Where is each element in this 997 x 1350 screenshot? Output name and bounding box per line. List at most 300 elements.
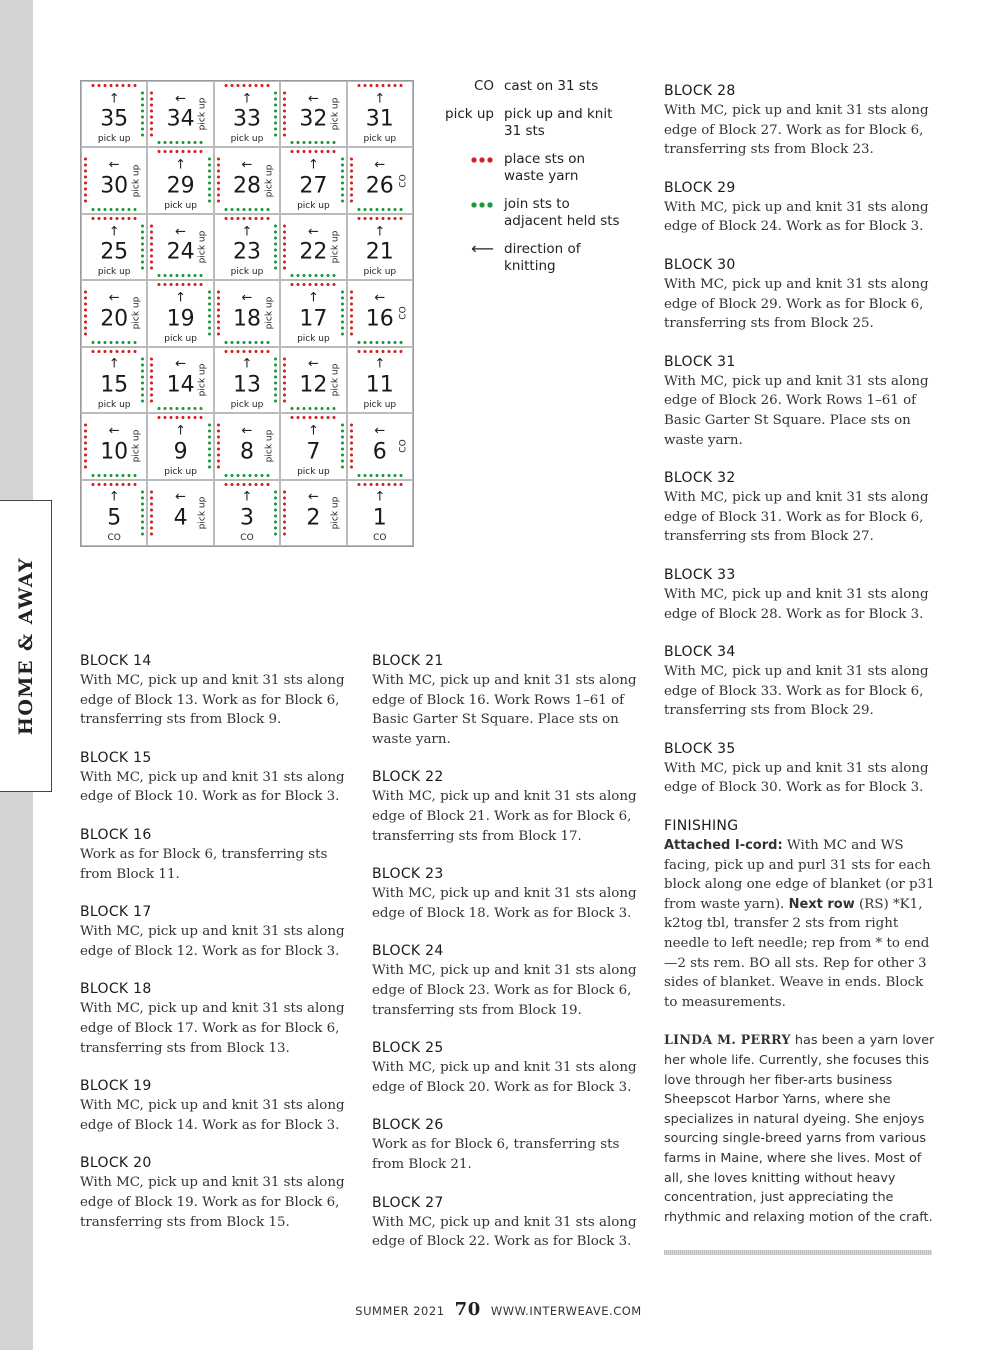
block-heading: BLOCK 20 bbox=[80, 1155, 152, 1172]
diagram-block bbox=[280, 147, 346, 213]
diagram-block bbox=[280, 347, 346, 413]
pick-up-label: pick up bbox=[330, 230, 341, 264]
instruction-block bbox=[372, 1193, 644, 1252]
instruction-block bbox=[372, 1115, 644, 1174]
pick-up-label: pick up bbox=[263, 430, 274, 463]
instruction-block bbox=[80, 902, 352, 961]
bio-divider bbox=[664, 1250, 932, 1255]
block-text: With MC, pick up and knit 31 sts along edge of Block 31. Work as for Block 6, transferring sts from Block 27. bbox=[664, 490, 929, 545]
block-text: Work as for Block 6, transferring sts from Block 21. bbox=[372, 1137, 620, 1172]
join-sts-marker bbox=[90, 341, 138, 344]
pick-up-label: pick up bbox=[363, 267, 397, 278]
diagram-block bbox=[214, 347, 280, 413]
left-arrow-icon: ← bbox=[307, 224, 319, 240]
join-sts-marker bbox=[341, 156, 344, 204]
up-arrow-icon: ↑ bbox=[108, 356, 120, 372]
diagram-block bbox=[214, 147, 280, 213]
diagram-block bbox=[81, 214, 147, 280]
diagram-block bbox=[147, 214, 213, 280]
instruction-block bbox=[372, 651, 644, 749]
join-sts-marker bbox=[141, 489, 144, 537]
pick-up-label: pick up bbox=[97, 267, 131, 278]
pick-up-label: pick up bbox=[131, 430, 142, 463]
diagram-block bbox=[81, 480, 147, 546]
pick-up-label: pick up bbox=[197, 496, 208, 530]
join-sts-marker bbox=[208, 289, 211, 337]
waste-yarn-marker bbox=[283, 223, 286, 271]
legend-text: cast on 31 sts bbox=[504, 78, 599, 94]
block-heading: BLOCK 17 bbox=[80, 904, 152, 921]
pick-up-label: pick up bbox=[197, 230, 208, 264]
diagram-block bbox=[214, 413, 280, 479]
diagram-block bbox=[347, 214, 413, 280]
pick-up-label: pick up bbox=[164, 466, 197, 477]
block-heading: BLOCK 16 bbox=[80, 826, 152, 843]
block-heading: BLOCK 27 bbox=[372, 1194, 444, 1211]
block-heading: BLOCK 28 bbox=[664, 83, 736, 99]
pick-up-label: pick up bbox=[97, 400, 131, 411]
block-number: 3 bbox=[239, 505, 254, 531]
block-number: 12 bbox=[299, 372, 328, 398]
finishing-text-1: With MC and WS facing, pick up and purl 31 sts for each block along one edge of blanket (or p31 from waste yarn). bbox=[664, 838, 935, 912]
diagram-block bbox=[147, 147, 213, 213]
block-text: With MC, pick up and knit 31 sts along edge of Block 12. Work as for Block 3. bbox=[80, 924, 345, 959]
legend-text: place sts on waste yarn bbox=[504, 151, 586, 184]
block-number: 29 bbox=[166, 173, 195, 199]
block-number: 32 bbox=[299, 106, 328, 132]
waste-yarn-marker bbox=[223, 483, 271, 486]
diagram-block bbox=[147, 347, 213, 413]
left-arrow-icon: ← bbox=[108, 157, 120, 173]
block-number: 13 bbox=[232, 372, 261, 398]
diagram-block bbox=[147, 81, 213, 147]
left-arrow-icon: ← bbox=[374, 157, 386, 173]
block-number: 8 bbox=[239, 439, 254, 464]
legend-key: pick up bbox=[445, 106, 494, 122]
block-number: 21 bbox=[365, 239, 394, 265]
block-heading: BLOCK 30 bbox=[664, 256, 736, 273]
diagram-block bbox=[280, 280, 346, 346]
up-arrow-icon: ↑ bbox=[374, 489, 386, 505]
block-text: With MC, pick up and knit 31 sts along edge of Block 20. Work as for Block 3. bbox=[372, 1060, 637, 1095]
join-sts-marker bbox=[90, 208, 138, 211]
page-number: 70 bbox=[454, 1299, 481, 1320]
join-sts-marker bbox=[274, 489, 277, 537]
block-text: With MC, pick up and knit 31 sts along edge of Block 29. Work as for Block 6, transferring sts from Block 25. bbox=[664, 276, 929, 332]
up-arrow-icon: ↑ bbox=[108, 91, 120, 107]
cast-on-label: CO bbox=[398, 306, 409, 321]
block-text: With MC, pick up and knit 31 sts along edge of Block 14. Work as for Block 3. bbox=[80, 1098, 345, 1133]
waste-yarn-marker bbox=[350, 289, 353, 337]
diagram-block bbox=[280, 480, 346, 546]
block-heading: BLOCK 19 bbox=[80, 1078, 152, 1095]
up-arrow-icon: ↑ bbox=[241, 224, 253, 240]
instruction-block bbox=[80, 748, 352, 807]
author-bio bbox=[664, 1030, 936, 1227]
block-number: 16 bbox=[365, 306, 394, 332]
join-sts-marker bbox=[208, 422, 211, 470]
block-number: 17 bbox=[299, 306, 328, 332]
block-number: 28 bbox=[232, 173, 261, 199]
waste-yarn-marker bbox=[289, 150, 337, 153]
diagram-block bbox=[81, 347, 147, 413]
block-number: 11 bbox=[365, 372, 394, 398]
waste-yarn-marker bbox=[283, 356, 286, 404]
instruction-block bbox=[664, 642, 936, 721]
block-text: With MC, pick up and knit 31 sts along edge of Block 19. Work as for Block 6, transferring sts from Block 15. bbox=[80, 1175, 345, 1230]
join-sts-marker bbox=[356, 208, 404, 211]
join-sts-marker bbox=[274, 90, 277, 138]
diagram-block bbox=[214, 480, 280, 546]
waste-yarn-marker bbox=[84, 289, 87, 337]
text-column-2 bbox=[372, 651, 644, 1270]
block-text: With MC, pick up and knit 31 sts along edge of Block 17. Work as for Block 6, transferring sts from Block 13. bbox=[80, 1001, 345, 1056]
block-heading: BLOCK 26 bbox=[372, 1117, 444, 1134]
pick-up-label: pick up bbox=[263, 164, 274, 197]
block-number: 14 bbox=[166, 372, 195, 398]
up-arrow-icon: ↑ bbox=[175, 290, 187, 306]
block-text: With MC, pick up and knit 31 sts along edge of Block 21. Work as for Block 6, transferring sts from Block 17. bbox=[372, 789, 637, 844]
block-number: 9 bbox=[173, 439, 188, 464]
waste-yarn-marker bbox=[283, 90, 286, 138]
block-heading: BLOCK 33 bbox=[664, 566, 736, 583]
diagram-block bbox=[347, 347, 413, 413]
left-arrow-icon: ← bbox=[307, 91, 319, 107]
block-text: With MC, pick up and knit 31 sts along edge of Block 24. Work as for Block 3. bbox=[664, 199, 929, 235]
block-number: 34 bbox=[166, 106, 195, 132]
instruction-block bbox=[664, 255, 936, 334]
left-arrow-icon: ← bbox=[175, 91, 187, 107]
join-sts-marker bbox=[208, 156, 211, 204]
instruction-block bbox=[664, 468, 936, 547]
left-arrow-icon: ← bbox=[307, 489, 319, 505]
block-diagram bbox=[80, 80, 414, 547]
footer-issue: SUMMER 2021 bbox=[355, 1304, 445, 1318]
waste-yarn-marker bbox=[223, 217, 271, 220]
block-text: With MC, pick up and knit 31 sts along edge of Block 10. Work as for Block 3. bbox=[80, 769, 345, 805]
block-text: With MC, pick up and knit 31 sts along edge of Block 28. Work as for Block 3. bbox=[664, 586, 929, 622]
legend-text: direction of knitting bbox=[504, 241, 581, 274]
finishing-body bbox=[664, 836, 936, 1012]
waste-yarn-marker bbox=[217, 289, 220, 337]
block-text: With MC, pick up and knit 31 sts along edge of Block 30. Work as for Block 3. bbox=[664, 760, 929, 796]
waste-yarn-marker bbox=[150, 90, 153, 138]
instruction-block bbox=[664, 739, 936, 798]
diagram-block bbox=[214, 214, 280, 280]
block-number: 10 bbox=[100, 439, 129, 464]
author-bio-text: has been a yarn lover her whole life. Currently, she focuses this love through her fiber-arts business Sheepscot Harbor Yarns, where she specializes in natural dyeing. She enjoys sourcing single-breed yarns from various farms in Maine, where she lives. Most of all, she loves knitting without heavy concentration, just appreciating the rhythmic and relaxing motion of the craft. bbox=[664, 1033, 935, 1225]
block-number: 6 bbox=[372, 439, 387, 464]
left-arrow-icon: ← bbox=[241, 290, 253, 306]
block-number: 2 bbox=[306, 505, 321, 531]
green-dots-icon bbox=[440, 196, 504, 230]
block-heading: BLOCK 32 bbox=[664, 470, 736, 487]
instruction-block bbox=[664, 178, 936, 237]
instruction-block bbox=[664, 352, 936, 450]
block-number: 5 bbox=[107, 505, 122, 531]
finishing-text-2: (RS) *K1, k2tog tbl, transfer 2 sts from right needle to left needle; rep from * to end—2 sts rem. BO all sts. Rep for other 3 sides of blanket. Weave in ends. Block to measurements. bbox=[664, 896, 930, 1010]
pick-up-label: pick up bbox=[297, 200, 330, 211]
instruction-block bbox=[664, 565, 936, 624]
join-sts-marker bbox=[223, 474, 271, 477]
waste-yarn-marker bbox=[90, 350, 138, 353]
diagram-block bbox=[214, 280, 280, 346]
block-heading: BLOCK 14 bbox=[80, 653, 152, 669]
block-text: With MC, pick up and knit 31 sts along edge of Block 33. Work as for Block 6, transferring sts from Block 29. bbox=[664, 664, 929, 719]
pick-up-label: pick up bbox=[197, 363, 208, 397]
join-sts-marker bbox=[289, 141, 337, 144]
pick-up-label: pick up bbox=[164, 200, 197, 211]
legend-item bbox=[440, 196, 650, 230]
finishing-section bbox=[664, 816, 936, 1012]
up-arrow-icon: ↑ bbox=[241, 91, 253, 107]
legend-text: pick up and knit 31 sts bbox=[504, 106, 613, 139]
finishing-heading: FINISHING bbox=[664, 818, 739, 835]
waste-yarn-marker bbox=[84, 156, 87, 204]
join-sts-marker bbox=[90, 474, 138, 477]
waste-yarn-marker bbox=[156, 416, 204, 419]
up-arrow-icon: ↑ bbox=[307, 157, 319, 173]
pick-up-label: pick up bbox=[164, 333, 197, 344]
block-text: With MC, pick up and knit 31 sts along edge of Block 13. Work as for Block 6, transferring sts from Block 9. bbox=[80, 673, 345, 728]
cast-on-label: CO bbox=[398, 173, 409, 188]
block-number: 1 bbox=[372, 505, 387, 531]
join-sts-marker bbox=[356, 474, 404, 477]
block-number: 35 bbox=[100, 106, 129, 132]
left-arrow-icon: ← bbox=[175, 489, 187, 505]
block-number: 22 bbox=[299, 239, 328, 265]
block-text: With MC, pick up and knit 31 sts along edge of Block 26. Work Rows 1–61 of Basic Garter St Square. Place sts on waste yarn. bbox=[664, 373, 929, 448]
left-arrow-icon: ← bbox=[241, 423, 253, 439]
instruction-block bbox=[80, 1076, 352, 1135]
pick-up-label: pick up bbox=[330, 97, 341, 131]
join-sts-marker bbox=[289, 274, 337, 277]
diagram-block bbox=[347, 280, 413, 346]
waste-yarn-marker bbox=[289, 283, 337, 286]
diagram-block bbox=[81, 280, 147, 346]
block-number: 30 bbox=[100, 173, 129, 199]
block-text: With MC, pick up and knit 31 sts along edge of Block 16. Work Rows 1–61 of Basic Garter St Square. Place sts on waste yarn. bbox=[372, 673, 637, 747]
diagram-block bbox=[347, 480, 413, 546]
waste-yarn-marker bbox=[217, 156, 220, 204]
diagram-block bbox=[81, 413, 147, 479]
section-tab-label: HOME & AWAY bbox=[15, 556, 37, 736]
pick-up-label: pick up bbox=[297, 333, 330, 344]
waste-yarn-marker bbox=[156, 150, 204, 153]
pick-up-label: pick up bbox=[230, 400, 264, 411]
legend-text: join sts to adjacent held sts bbox=[504, 196, 620, 229]
instruction-block bbox=[372, 767, 644, 846]
block-text: With MC, pick up and knit 31 sts along edge of Block 27. Work as for Block 6, transferring sts from Block 23. bbox=[664, 103, 929, 158]
up-arrow-icon: ↑ bbox=[374, 224, 386, 240]
page-footer bbox=[0, 1299, 997, 1320]
instruction-block bbox=[372, 864, 644, 923]
finishing-lead: Attached I-cord: bbox=[664, 838, 783, 854]
text-column-3 bbox=[664, 81, 936, 1227]
up-arrow-icon: ↑ bbox=[241, 356, 253, 372]
join-sts-marker bbox=[141, 90, 144, 138]
join-sts-marker bbox=[341, 289, 344, 337]
pick-up-label: pick up bbox=[131, 297, 142, 330]
waste-yarn-marker bbox=[90, 84, 138, 87]
pick-up-label: pick up bbox=[230, 134, 264, 145]
waste-yarn-marker bbox=[150, 223, 153, 271]
pick-up-label: pick up bbox=[363, 400, 397, 411]
red-dots-icon bbox=[440, 151, 504, 185]
pick-up-label: pick up bbox=[263, 297, 274, 330]
join-sts-marker bbox=[356, 341, 404, 344]
left-arrow-icon: ← bbox=[175, 224, 187, 240]
block-number: 20 bbox=[100, 306, 129, 332]
up-arrow-icon: ↑ bbox=[108, 489, 120, 505]
cast-on-label: CO bbox=[373, 533, 387, 543]
instruction-block bbox=[80, 651, 352, 730]
legend-item bbox=[440, 106, 650, 140]
waste-yarn-marker bbox=[283, 489, 286, 537]
waste-yarn-marker bbox=[356, 217, 404, 220]
pick-up-label: pick up bbox=[363, 134, 397, 145]
diagram-block bbox=[280, 214, 346, 280]
block-heading: BLOCK 25 bbox=[372, 1040, 444, 1057]
block-text: With MC, pick up and knit 31 sts along edge of Block 23. Work as for Block 6, transferring sts from Block 19. bbox=[372, 963, 637, 1018]
up-arrow-icon: ↑ bbox=[307, 423, 319, 439]
waste-yarn-marker bbox=[356, 84, 404, 87]
pick-up-label: pick up bbox=[97, 134, 131, 145]
join-sts-marker bbox=[156, 407, 204, 410]
join-sts-marker bbox=[156, 141, 204, 144]
left-arrow-icon: ← bbox=[307, 356, 319, 372]
left-arrow-icon: ← bbox=[241, 157, 253, 173]
waste-yarn-marker bbox=[289, 416, 337, 419]
instruction-block bbox=[664, 81, 936, 160]
block-heading: BLOCK 35 bbox=[664, 740, 736, 757]
left-arrow-icon: ← bbox=[108, 290, 120, 306]
waste-yarn-marker bbox=[217, 422, 220, 470]
join-sts-marker bbox=[141, 223, 144, 271]
block-number: 23 bbox=[232, 239, 261, 265]
waste-yarn-marker bbox=[84, 422, 87, 470]
pick-up-label: pick up bbox=[330, 496, 341, 530]
instruction-block bbox=[372, 941, 644, 1020]
join-sts-marker bbox=[341, 422, 344, 470]
up-arrow-icon: ↑ bbox=[241, 489, 253, 505]
join-sts-marker bbox=[223, 341, 271, 344]
block-number: 18 bbox=[232, 306, 261, 332]
waste-yarn-marker bbox=[223, 350, 271, 353]
pick-up-label: pick up bbox=[131, 164, 142, 197]
join-sts-marker bbox=[289, 407, 337, 410]
diagram-block bbox=[347, 413, 413, 479]
block-number: 24 bbox=[166, 239, 195, 265]
diagram-block bbox=[81, 147, 147, 213]
up-arrow-icon: ↑ bbox=[108, 224, 120, 240]
up-arrow-icon: ↑ bbox=[374, 356, 386, 372]
legend-arrow-icon: ⟵ bbox=[471, 239, 494, 258]
block-heading: BLOCK 22 bbox=[372, 769, 444, 786]
instruction-block bbox=[80, 825, 352, 884]
block-number: 4 bbox=[173, 505, 188, 531]
legend-key: CO bbox=[473, 78, 494, 94]
waste-yarn-marker bbox=[350, 156, 353, 204]
block-text: Work as for Block 6, transferring sts from Block 11. bbox=[80, 846, 328, 882]
diagram-block bbox=[147, 413, 213, 479]
waste-yarn-marker bbox=[350, 422, 353, 470]
up-arrow-icon: ↑ bbox=[175, 423, 187, 439]
diagram-block bbox=[147, 280, 213, 346]
pick-up-label: pick up bbox=[197, 97, 208, 131]
pick-up-label: pick up bbox=[297, 466, 330, 477]
waste-yarn-marker bbox=[356, 350, 404, 353]
left-arrow-icon: ← bbox=[108, 423, 120, 439]
block-number: 19 bbox=[166, 306, 195, 332]
join-sts-marker bbox=[141, 356, 144, 404]
block-number: 15 bbox=[100, 372, 129, 398]
up-arrow-icon: ↑ bbox=[374, 91, 386, 107]
block-heading: BLOCK 23 bbox=[372, 866, 444, 883]
join-sts-marker bbox=[274, 356, 277, 404]
diagram-block bbox=[147, 480, 213, 546]
waste-yarn-marker bbox=[150, 356, 153, 404]
legend-item bbox=[440, 151, 650, 185]
diagram-block bbox=[280, 81, 346, 147]
diagram-block bbox=[347, 147, 413, 213]
left-arrow-icon: ← bbox=[374, 423, 386, 439]
diagram-legend bbox=[440, 78, 650, 286]
block-heading: BLOCK 31 bbox=[664, 353, 736, 370]
block-number: 33 bbox=[232, 106, 261, 132]
legend-item bbox=[440, 78, 650, 95]
waste-yarn-marker bbox=[90, 217, 138, 220]
block-heading: BLOCK 29 bbox=[664, 179, 736, 196]
legend-item bbox=[440, 241, 650, 275]
pick-up-label: pick up bbox=[330, 363, 341, 397]
cast-on-label: CO bbox=[240, 533, 254, 543]
waste-yarn-marker bbox=[223, 84, 271, 87]
block-number: 26 bbox=[365, 173, 394, 199]
block-text: With MC, pick up and knit 31 sts along edge of Block 18. Work as for Block 3. bbox=[372, 886, 637, 921]
block-heading: BLOCK 18 bbox=[80, 981, 152, 998]
join-sts-marker bbox=[156, 274, 204, 277]
join-sts-marker bbox=[274, 223, 277, 271]
text-column-1 bbox=[80, 651, 352, 1250]
cast-on-label: CO bbox=[107, 533, 121, 543]
instruction-block bbox=[80, 1153, 352, 1232]
block-text: With MC, pick up and knit 31 sts along edge of Block 22. Work as for Block 3. bbox=[372, 1214, 637, 1250]
pick-up-label: pick up bbox=[230, 267, 264, 278]
left-arrow-icon: ← bbox=[175, 356, 187, 372]
block-number: 25 bbox=[100, 239, 129, 265]
block-heading: BLOCK 15 bbox=[80, 749, 152, 766]
diagram-block bbox=[280, 413, 346, 479]
author-name: LINDA M. PERRY bbox=[664, 1032, 791, 1048]
cast-on-label: CO bbox=[398, 439, 409, 454]
instruction-block bbox=[80, 979, 352, 1058]
block-number: 31 bbox=[365, 106, 394, 132]
block-number: 27 bbox=[299, 173, 328, 199]
waste-yarn-marker bbox=[150, 489, 153, 537]
block-heading: BLOCK 34 bbox=[664, 644, 736, 661]
finishing-next-row: Next row bbox=[788, 896, 855, 912]
footer-url: WWW.INTERWEAVE.COM bbox=[490, 1304, 642, 1318]
waste-yarn-marker bbox=[90, 483, 138, 486]
block-heading: BLOCK 21 bbox=[372, 653, 444, 669]
instruction-block bbox=[372, 1038, 644, 1097]
diagram-block bbox=[81, 81, 147, 147]
waste-yarn-marker bbox=[156, 283, 204, 286]
waste-yarn-marker bbox=[356, 483, 404, 486]
block-heading: BLOCK 24 bbox=[372, 943, 444, 960]
join-sts-marker bbox=[223, 208, 271, 211]
